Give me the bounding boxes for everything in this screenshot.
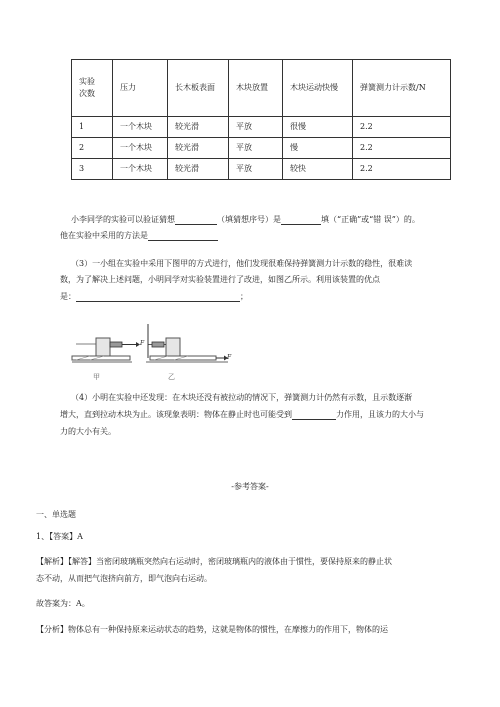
answer-blank[interactable] (76, 292, 240, 302)
question-2-line-2 (60, 230, 218, 241)
analysis-line-2: 态不动，从而把气泡挤向前方，即气泡向右运动。 (36, 574, 212, 583)
answer-blank[interactable] (292, 410, 336, 420)
table-cell: 一个木块 (113, 117, 168, 138)
question-3-line-3 (60, 291, 248, 302)
header-cell: 长木板表面 (168, 60, 229, 117)
experiment-table (71, 59, 451, 180)
question-3-line-1: （3）一小组在实验中采用下图甲的方式进行，他们发现很难保持弹簧测力计示数的稳性，很难读 (71, 259, 413, 268)
analysis-line-1: 【解析】【解答】当密闭玻璃瓶突然向右运动时，密闭玻璃瓶内的液体由于惯性，要保持原来的静止状 (36, 557, 392, 566)
table-row (72, 138, 451, 159)
table-cell: 1 (72, 117, 113, 138)
table-cell: 很慢 (283, 117, 353, 138)
table-cell: 平放 (229, 159, 283, 180)
table-cell: 2.2 (353, 138, 451, 159)
table-cell: 较光滑 (168, 159, 229, 180)
header-cell: 弹簧测力计示数/N (353, 60, 451, 117)
table-cell: 平放 (229, 138, 283, 159)
header-cell: 木块放置 (229, 60, 283, 117)
answer-blank[interactable] (175, 215, 217, 225)
final-answer: 故答案为：A。 (36, 599, 90, 608)
figure-a-diagram (72, 338, 140, 362)
question-4-line-3: 力的大小有关。 (60, 427, 116, 436)
table-cell: 一个木块 (113, 138, 168, 159)
answer-blank[interactable] (281, 215, 321, 225)
table-cell: 较快 (283, 159, 353, 180)
q4-text: 增大，直到拉动木块为止。该现象表明：物体在静止时也可能受到 (60, 410, 292, 419)
table-cell: 2.2 (353, 117, 451, 138)
header-cell: 实验 次数 (72, 60, 113, 117)
table-header-row (72, 60, 451, 117)
table-cell: 较光滑 (168, 117, 229, 138)
answer-item-1: 1、【答案】A (36, 532, 83, 541)
q3-text: 是： (60, 292, 76, 301)
question-4-line-1: （4）小明在实验中还发现：在木块还没有被拉动的情况下，弹簧测力计仍然有示数，且示数逐渐 (71, 393, 413, 402)
figure-b-diagram (146, 324, 228, 362)
table-cell: 3 (72, 159, 113, 180)
q2-text: 他在实验中采用的方法是 (60, 231, 148, 240)
question-3-line-2: 数，为了解决上述问题，小明同学对实验装置进行了改进，如图乙所示。利用该装置的优点 (60, 275, 380, 284)
q2-text: 填（“正确”或“错 误”）的。 (321, 215, 420, 224)
force-label-b: F (227, 354, 232, 361)
table-cell: 2.2 (353, 159, 451, 180)
table-row (72, 159, 451, 180)
q4-text: 力作用，且该力的大小与 (336, 410, 424, 419)
figure-caption-b: 乙 (168, 373, 175, 381)
table-row (72, 117, 451, 138)
table-cell: 2 (72, 138, 113, 159)
table-cell: 平放 (229, 117, 283, 138)
answers-section-heading: 一、单选题 (36, 510, 76, 519)
answers-title: -参考答案- (231, 482, 269, 491)
q3-text: ； (240, 292, 248, 301)
question-4-line-2 (60, 409, 424, 420)
fenxi-line: 【分析】物体总有一种保持原来运动状态的趋势，这就是物体的惯性，在摩擦力的作用下，物体的运 (36, 625, 388, 634)
table-cell: 一个木块 (113, 159, 168, 180)
header-cell: 压力 (113, 60, 168, 117)
force-label-a: F (140, 340, 145, 347)
q2-text: 小李同学的实验可以验证猜想 (71, 215, 175, 224)
table-cell: 较光滑 (168, 138, 229, 159)
question-2-line-1 (71, 214, 420, 225)
header-cell: 木块运动快慢 (283, 60, 353, 117)
answer-blank[interactable] (148, 231, 218, 241)
q2-text: （填猜想序号）是 (217, 215, 281, 224)
table-cell: 慢 (283, 138, 353, 159)
figure-caption-a: 甲 (93, 373, 100, 381)
